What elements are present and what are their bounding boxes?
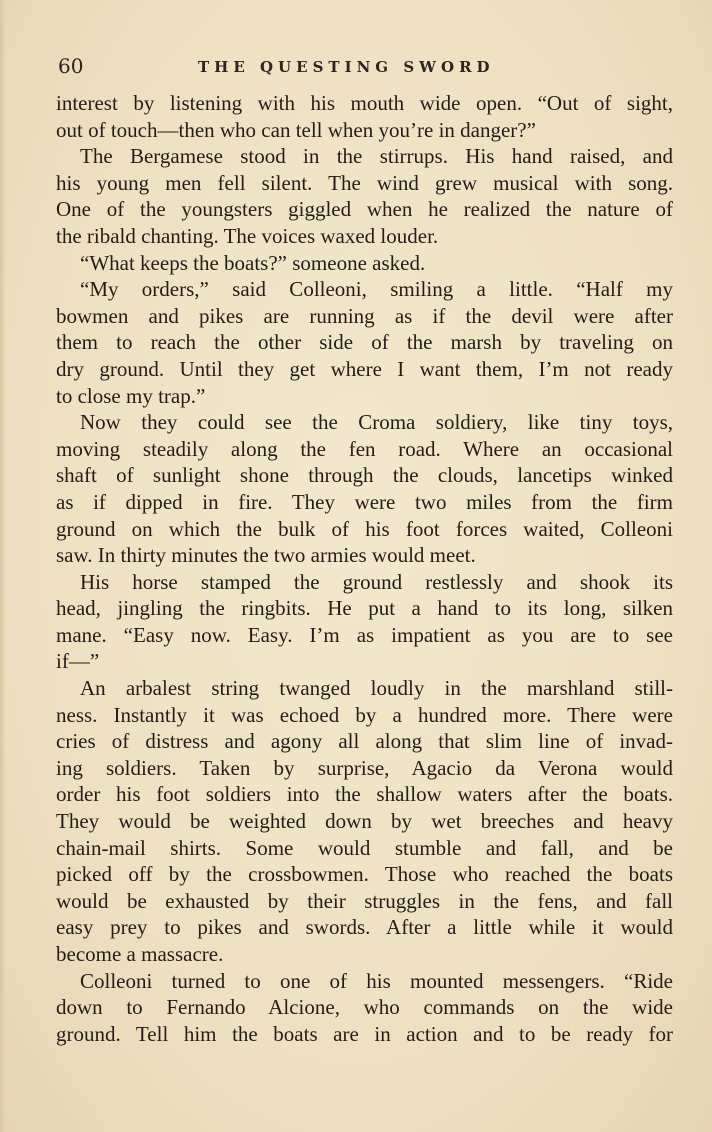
- text-line: head, jingling the ringbits. He put a hand to its long, silken: [56, 596, 673, 621]
- page-edge-shadow: [0, 0, 6, 1132]
- text-line: his young men fell silent. The wind grew musical with song.: [56, 170, 673, 195]
- text-line: ness. Instantly it was echoed by a hundred more. There were: [56, 702, 673, 727]
- text-line: the ribald chanting. The voices waxed louder.: [56, 223, 439, 248]
- text-line: An arbalest string twanged loudly in the marshland still-: [80, 676, 673, 701]
- text-line: His horse stamped the ground restlessly and shook its: [80, 569, 673, 594]
- text-line: down to Fernando Alcione, who commands on the wide: [56, 995, 673, 1020]
- text-line: chain-mail shirts. Some would stumble and fall, and be: [56, 835, 673, 860]
- text-line: Now they could see the Croma soldiery, like tiny toys,: [80, 410, 673, 435]
- text-line: shaft of sunlight shone through the clouds, lancetips winked: [56, 463, 673, 488]
- text-line: picked off by the crossbowmen. Those who reached the boats: [56, 862, 673, 887]
- text-line: out of touch—then who can tell when you’re in danger?”: [56, 117, 536, 142]
- text-line: “My orders,” said Colleoni, smiling a little. “Half my: [80, 277, 673, 302]
- text-line: bowmen and pikes are running as if the devil were after: [56, 303, 673, 328]
- text-line: order his foot soldiers into the shallow waters after the boats.: [56, 782, 673, 807]
- text-line: as if dipped in fire. They were two miles from the firm: [56, 489, 673, 514]
- text-line: would be exhausted by their struggles in the fens, and fall: [56, 888, 673, 913]
- text-line: ground on which the bulk of his foot forces waited, Colleoni: [56, 516, 673, 541]
- text-line: They would be weighted down by wet breeches and heavy: [56, 809, 673, 834]
- text-line: mane. “Easy now. Easy. I’m as impatient as you are to see: [56, 622, 673, 647]
- text-line: ground. Tell him the boats are in action and to be ready for: [56, 1021, 673, 1046]
- text-line: easy prey to pikes and swords. After a little while it would: [56, 915, 673, 940]
- text-line: to close my trap.”: [56, 383, 206, 408]
- text-line: if—”: [56, 649, 100, 674]
- text-line: cries of distress and agony all along that slim line of invad-: [56, 729, 673, 754]
- page-number: 60: [58, 54, 84, 78]
- text-line: moving steadily along the fen road. Where an occasional: [56, 436, 673, 461]
- text-line: The Bergamese stood in the stirrups. His hand raised, and: [80, 144, 673, 169]
- text-line: Colleoni turned to one of his mounted messengers. “Ride: [80, 968, 673, 993]
- text-line: interest by listening with his mouth wide open. “Out of sight,: [56, 91, 673, 115]
- running-title: THE QUESTING SWORD: [198, 58, 495, 76]
- text-line: them to reach the other side of the marsh by traveling on: [56, 330, 673, 355]
- text-line: become a massacre.: [56, 942, 224, 966]
- text-line: dry ground. Until they get where I want them, I’m not ready: [56, 356, 673, 381]
- text-line: ing soldiers. Taken by surprise, Agacio da Verona would: [56, 755, 673, 780]
- text-line: One of the youngsters giggled when he realized the nature of: [56, 197, 673, 222]
- page-header: [58, 54, 672, 84]
- body-text: [56, 90, 673, 1047]
- text-line: saw. In thirty minutes the two armies would meet.: [56, 543, 476, 568]
- text-line: “What keeps the boats?” someone asked.: [80, 250, 426, 275]
